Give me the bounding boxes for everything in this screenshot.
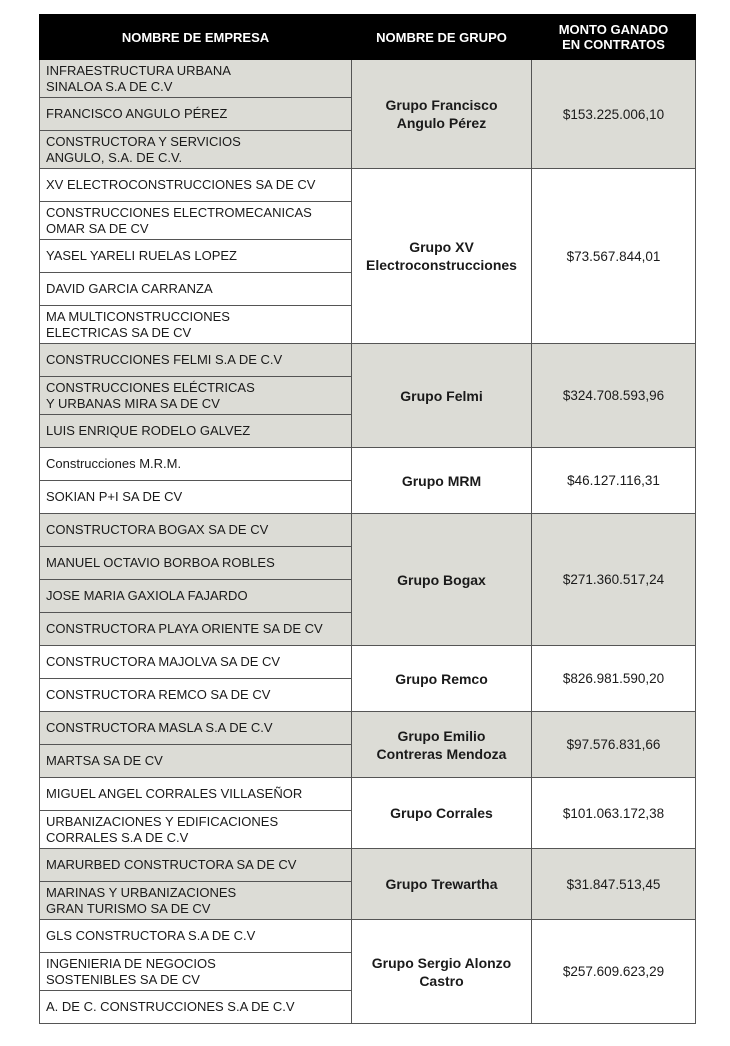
company-name-cell: MANUEL OCTAVIO BORBOA ROBLES	[40, 547, 352, 580]
group-name-cell: Grupo Sergio Alonzo Castro	[352, 920, 532, 1024]
group-name-cell: Grupo Corrales	[352, 778, 532, 849]
company-name-cell: MARTSA SA DE CV	[40, 745, 352, 778]
amount-cell: $257.609.623,29	[532, 920, 696, 1024]
company-name-cell: JOSE MARIA GAXIOLA FAJARDO	[40, 580, 352, 613]
company-name-cell: CONSTRUCCIONES ELÉCTRICAS Y URBANAS MIRA SA DE CV	[40, 377, 352, 415]
header-company: NOMBRE DE EMPRESA	[40, 15, 352, 60]
company-name-cell: CONSTRUCCIONES ELECTROMECANICAS OMAR SA DE CV	[40, 202, 352, 240]
company-name-cell: CONSTRUCCIONES FELMI S.A DE C.V	[40, 344, 352, 377]
group-name-cell: Grupo XV Electroconstrucciones	[352, 169, 532, 344]
group-name-cell: Grupo Trewartha	[352, 849, 532, 920]
group-name-cell: Grupo Francisco Angulo Pérez	[352, 60, 532, 169]
amount-cell: $153.225.006,10	[532, 60, 696, 169]
amount-cell: $97.576.831,66	[532, 712, 696, 778]
company-name-cell: SOKIAN P+I SA DE CV	[40, 481, 352, 514]
table-row	[40, 920, 696, 953]
table-row	[40, 448, 696, 481]
company-name-cell: Construcciones M.R.M.	[40, 448, 352, 481]
amount-cell: $324.708.593,96	[532, 344, 696, 448]
company-name-cell: YASEL YARELI RUELAS LOPEZ	[40, 240, 352, 273]
company-name-cell: LUIS ENRIQUE RODELO GALVEZ	[40, 415, 352, 448]
company-name-cell: CONSTRUCTORA REMCO SA DE CV	[40, 679, 352, 712]
company-name-cell: CONSTRUCTORA BOGAX SA DE CV	[40, 514, 352, 547]
company-name-cell: CONSTRUCTORA PLAYA ORIENTE SA DE CV	[40, 613, 352, 646]
company-name-cell: MIGUEL ANGEL CORRALES VILLASEÑOR	[40, 778, 352, 811]
group-name-cell: Grupo Emilio Contreras Mendoza	[352, 712, 532, 778]
table-row	[40, 169, 696, 202]
table-row	[40, 60, 696, 98]
company-name-cell: CONSTRUCTORA MASLA S.A DE C.V	[40, 712, 352, 745]
table-body	[40, 60, 696, 1024]
group-name-cell: Grupo Felmi	[352, 344, 532, 448]
company-name-cell: INFRAESTRUCTURA URBANA SINALOA S.A DE C.V	[40, 60, 352, 98]
amount-cell: $46.127.116,31	[532, 448, 696, 514]
company-name-cell: MARINAS Y URBANIZACIONES GRAN TURISMO SA DE CV	[40, 882, 352, 920]
table-row	[40, 778, 696, 811]
company-name-cell: XV ELECTROCONSTRUCCIONES SA DE CV	[40, 169, 352, 202]
header-group: NOMBRE DE GRUPO	[352, 15, 532, 60]
amount-cell: $826.981.590,20	[532, 646, 696, 712]
company-name-cell: A. DE C. CONSTRUCCIONES S.A DE C.V	[40, 991, 352, 1024]
company-name-cell: DAVID GARCIA CARRANZA	[40, 273, 352, 306]
table-row	[40, 344, 696, 377]
company-name-cell: MARURBED CONSTRUCTORA SA DE CV	[40, 849, 352, 882]
table-row	[40, 514, 696, 547]
header-row	[40, 15, 696, 60]
amount-cell: $31.847.513,45	[532, 849, 696, 920]
header-amount: MONTO GANADO EN CONTRATOS	[532, 15, 696, 60]
company-name-cell: FRANCISCO ANGULO PÉREZ	[40, 98, 352, 131]
amount-cell: $101.063.172,38	[532, 778, 696, 849]
table-row	[40, 646, 696, 679]
amount-cell: $271.360.517,24	[532, 514, 696, 646]
table-row	[40, 712, 696, 745]
company-name-cell: CONSTRUCTORA MAJOLVA SA DE CV	[40, 646, 352, 679]
amount-cell: $73.567.844,01	[532, 169, 696, 344]
company-name-cell: URBANIZACIONES Y EDIFICACIONES CORRALES S.A DE C.V	[40, 811, 352, 849]
table-row	[40, 849, 696, 882]
company-name-cell: GLS CONSTRUCTORA S.A DE C.V	[40, 920, 352, 953]
company-name-cell: INGENIERIA DE NEGOCIOS SOSTENIBLES SA DE CV	[40, 953, 352, 991]
contracts-table	[39, 14, 696, 1024]
group-name-cell: Grupo Bogax	[352, 514, 532, 646]
group-name-cell: Grupo MRM	[352, 448, 532, 514]
company-name-cell: CONSTRUCTORA Y SERVICIOS ANGULO, S.A. DE C.V.	[40, 131, 352, 169]
group-name-cell: Grupo Remco	[352, 646, 532, 712]
company-name-cell: MA MULTICONSTRUCCIONES ELECTRICAS SA DE CV	[40, 306, 352, 344]
